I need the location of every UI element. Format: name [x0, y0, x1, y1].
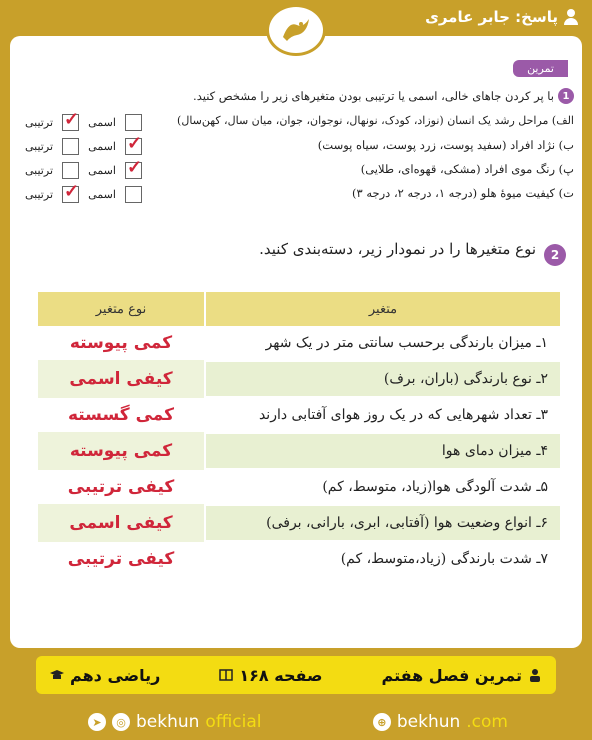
q1-item-d: ت) کیفیت میوهٔ هلو (درجه ۱، درجه ۲، درجه ۳) — [352, 186, 574, 200]
table-row: ۶ـ انواع وضعیت هوا (آفتابی، ابری، بارانی، برفی) — [206, 506, 560, 540]
q1-item-a: الف) مراحل رشد یک انسان (نوزاد، کودک، نونهال، نوجوان، جوان، میان سال، کهن‌سال) — [177, 114, 574, 127]
social-suffix: official — [205, 712, 262, 732]
footer-chapter — [382, 666, 542, 685]
answer-cell: کمی پیوسته — [69, 441, 173, 461]
ordinal-label: ترتیبی — [25, 116, 53, 129]
question-2-number: 2 — [544, 244, 566, 266]
column-header-type: نوع متغیر — [38, 292, 204, 326]
website-link[interactable] — [373, 712, 508, 732]
question-2-prompt: نوع متغیرها را در نمودار زیر، دسته‌بندی کنید. — [259, 240, 536, 258]
answer-label: پاسخ: جابر عامری — [425, 8, 558, 26]
site-prefix: bekhun — [396, 712, 461, 732]
nominal-checkbox[interactable] — [125, 186, 142, 203]
answer-cell: کیفی اسمی — [69, 369, 173, 389]
nominal-checkbox[interactable] — [125, 138, 142, 155]
table-row: ۲ـ نوع بارندگی (باران، برف) — [206, 362, 560, 396]
nominal-label: اسمی — [88, 164, 116, 177]
nominal-label: اسمی — [88, 140, 116, 153]
table-row: ۴ـ میزان دمای هوا — [206, 434, 560, 468]
table-row: ۳ـ تعداد شهرهایی که در یک روز هوای آفتابی دارند — [206, 398, 560, 432]
ordinal-checkbox[interactable] — [62, 162, 79, 179]
bottom-bar — [0, 704, 592, 740]
q1-options-c — [20, 162, 142, 179]
q1-options-b — [20, 138, 142, 155]
logo — [266, 4, 326, 56]
user-icon — [564, 9, 578, 25]
nominal-checkbox[interactable] — [125, 114, 142, 131]
answer-cell: کیفی ترتیبی — [38, 542, 204, 576]
ordinal-label: ترتیبی — [25, 188, 53, 201]
logo-mark-icon — [279, 15, 313, 45]
ordinal-checkbox[interactable] — [62, 138, 79, 155]
answer-author — [425, 8, 578, 26]
answer-cell: کیفی ترتیبی — [38, 470, 204, 504]
graduation-cap-icon — [50, 668, 64, 682]
answer-cell: کیفی اسمی — [69, 513, 173, 533]
instagram-icon: ◎ — [112, 713, 130, 731]
footer-page — [219, 666, 322, 685]
site-suffix: .com — [466, 712, 508, 732]
nominal-checkbox[interactable] — [125, 162, 142, 179]
nominal-label: اسمی — [88, 188, 116, 201]
table-row: ۷ـ شدت بارندگی (زیاد،متوسط، کم) — [206, 542, 560, 576]
nominal-label: اسمی — [88, 116, 116, 129]
exercise-tag: تمرین — [513, 60, 568, 77]
ordinal-label: ترتیبی — [25, 164, 53, 177]
ordinal-label: ترتیبی — [25, 140, 53, 153]
q1-options-d — [20, 186, 142, 203]
question-1-prompt: با پر کردن جاهای خالی، اسمی یا ترتیبی بودن متغیرهای زیر را مشخص کنید. — [193, 89, 554, 103]
column-header-variable: متغیر — [206, 292, 560, 326]
chapter-footer — [36, 656, 556, 694]
social-handle[interactable] — [88, 712, 261, 732]
student-icon — [528, 668, 542, 682]
social-prefix: bekhun — [136, 712, 200, 732]
content-card — [10, 36, 582, 648]
table-row: ۵ـ شدت آلودگی هوا(زیاد، متوسط، کم) — [206, 470, 560, 504]
telegram-icon: ➤ — [88, 713, 106, 731]
globe-icon: ⊕ — [373, 713, 391, 731]
answer-cell: کمی پیوسته — [38, 326, 204, 360]
ordinal-checkbox[interactable] — [62, 186, 79, 203]
q1-options-a — [20, 114, 142, 131]
q1-item-b: ب) نژاد افراد (سفید پوست، زرد پوست، سیاه پوست) — [317, 138, 574, 152]
question-1-number: 1 — [558, 88, 574, 104]
ordinal-checkbox[interactable] — [62, 114, 79, 131]
chapter-label: تمرین فصل هفتم — [381, 665, 522, 685]
footer-grade — [50, 666, 160, 685]
answer-cell: کمی گسسته — [38, 398, 204, 432]
q1-item-c: پ) رنگ موی افراد (مشکی، قهوه‌ای، طلایی) — [360, 162, 574, 176]
table-row: ۱ـ میزان بارندگی برحسب سانتی متر در یک شهر — [206, 326, 560, 360]
grade-label: ریاضی دهم — [70, 665, 161, 685]
book-icon — [219, 668, 233, 682]
page-label: صفحه ۱۶۸ — [239, 665, 323, 685]
